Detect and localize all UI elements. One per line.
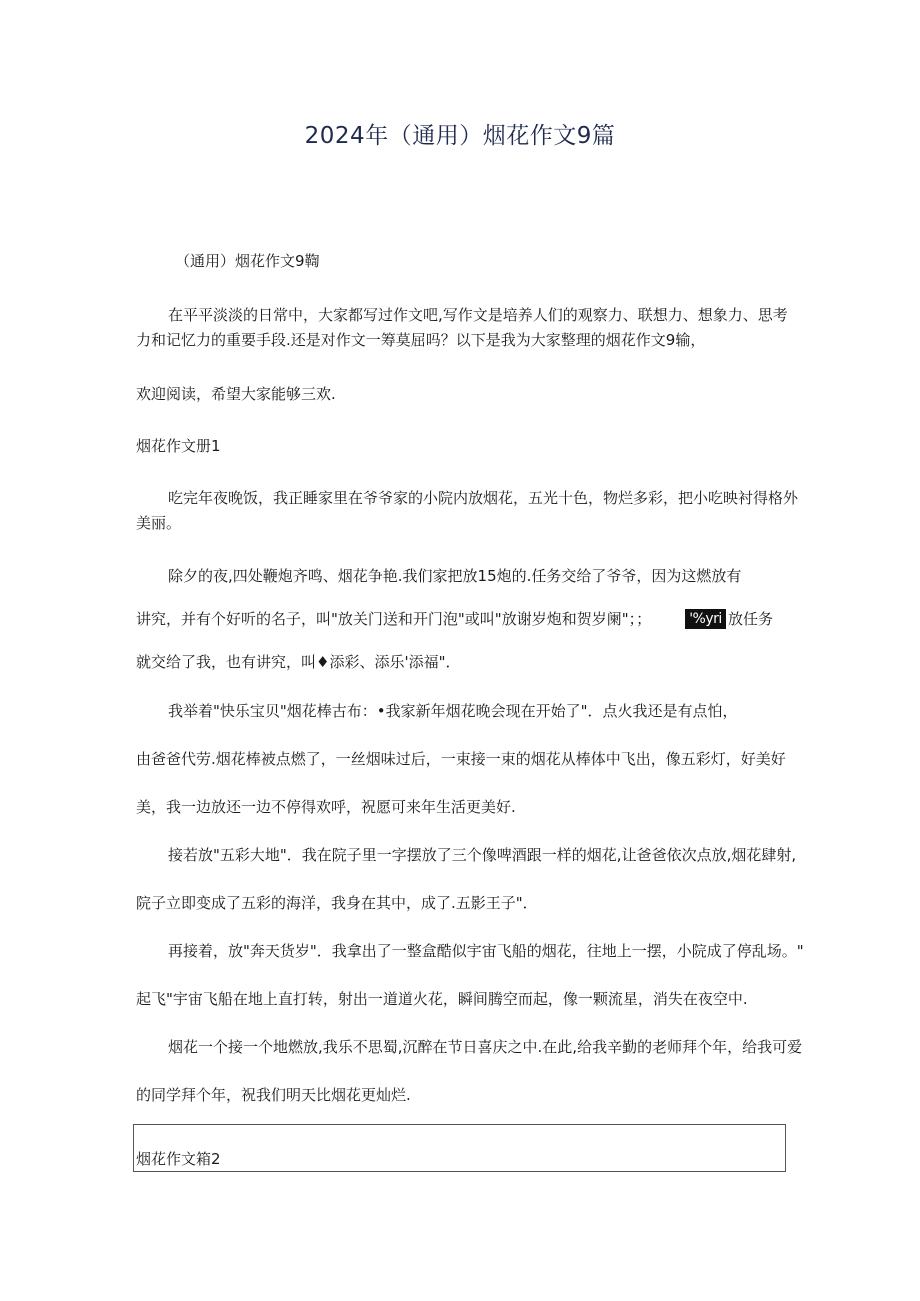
page-title: 2024年（通用）烟花作文9篇: [304, 123, 616, 149]
redacted-text-block: '%yri: [685, 609, 726, 629]
paragraph-6-line-2: 的同学拜个年，祝我们明天比烟花更灿烂.: [136, 1086, 411, 1104]
paragraph-5-line-2: 起飞"宇宙飞船在地上直打转，射出一道道火花，瞬间腾空而起，像一颗流星，消失在夜空中.: [136, 990, 748, 1008]
paragraph-1-line-1: 吃完年夜晚饭，我正睡家里在爷爷家的小院内放烟花，五光十色，物烂多彩，把小吃映衬得格外: [168, 489, 799, 507]
intro-line-3: 欢迎阅读，希望大家能够三欢.: [136, 385, 336, 403]
paragraph-3-line-1: 我举着"快乐宝贝"烟花棒古布：•我家新年烟花晚会现在开始了"．点火我还是有点怕，: [168, 702, 738, 720]
essay-1-heading: 烟花作文册1: [136, 437, 221, 455]
paragraph-3-line-2: 由爸爸代劳.烟花棒被点燃了，一丝烟味过后，一束接一束的烟花从棒体中飞出，像五彩灯，好美好: [136, 750, 786, 768]
paragraph-2-line-2: 讲究，并有个好听的名子，叫"放关门送和开门泡"或叫"放谢岁炮和贺岁阑"；；: [136, 610, 652, 628]
paragraph-2-line-1: 除夕的夜,四处鞭炮齐鸣、烟花争艳.我们家把放15炮的.任务交给了爷爷，因为这燃放有: [168, 567, 742, 585]
document-subtitle: （通用）烟花作文9鞫: [175, 252, 320, 270]
essay-2-heading-box: [133, 1124, 786, 1172]
paragraph-4-line-1: 接若放"五彩大地"．我在院子里一字摆放了三个像啤酒跟一样的烟花,让爸爸依次点放,烟花肆射,: [168, 846, 797, 864]
intro-line-1: 在平平淡淡的日常中，大家都写过作文吧,写作文是培养人们的观察力、联想力、想象力、思考: [168, 306, 788, 324]
paragraph-4-line-2: 院子立即变成了五彩的海洋，我身在其中，成了.五影王子"．: [136, 894, 538, 912]
paragraph-2-line-2-tail: 放任务: [728, 610, 774, 628]
paragraph-5-line-1: 再接着，放"奔天货岁"．我拿出了一整盒酷似宇宙飞船的烟花，往地上一摆，小院成了停乱场。": [168, 942, 804, 960]
paragraph-3-line-3: 美，我一边放还一边不停得欢呼，祝愿可来年生活更美好.: [136, 798, 516, 816]
paragraph-6-line-1: 烟花一个接一个地燃放,我乐不思蜀,沉醉在节日喜庆之中.在此,给我辛勤的老师拜个年，给我可爱: [168, 1038, 803, 1056]
paragraph-2-line-3: 就交给了我，也有讲究，叫♦添彩、添乐'添福"．: [136, 653, 461, 671]
intro-line-2: 力和记忆力的重要手段.还是对作文一筹莫屈吗？以下是我为大家整理的烟花作文9输，: [136, 331, 706, 349]
essay-2-heading: 烟花作文箱2: [136, 1150, 221, 1168]
paragraph-1-line-2: 美丽。: [136, 514, 182, 532]
